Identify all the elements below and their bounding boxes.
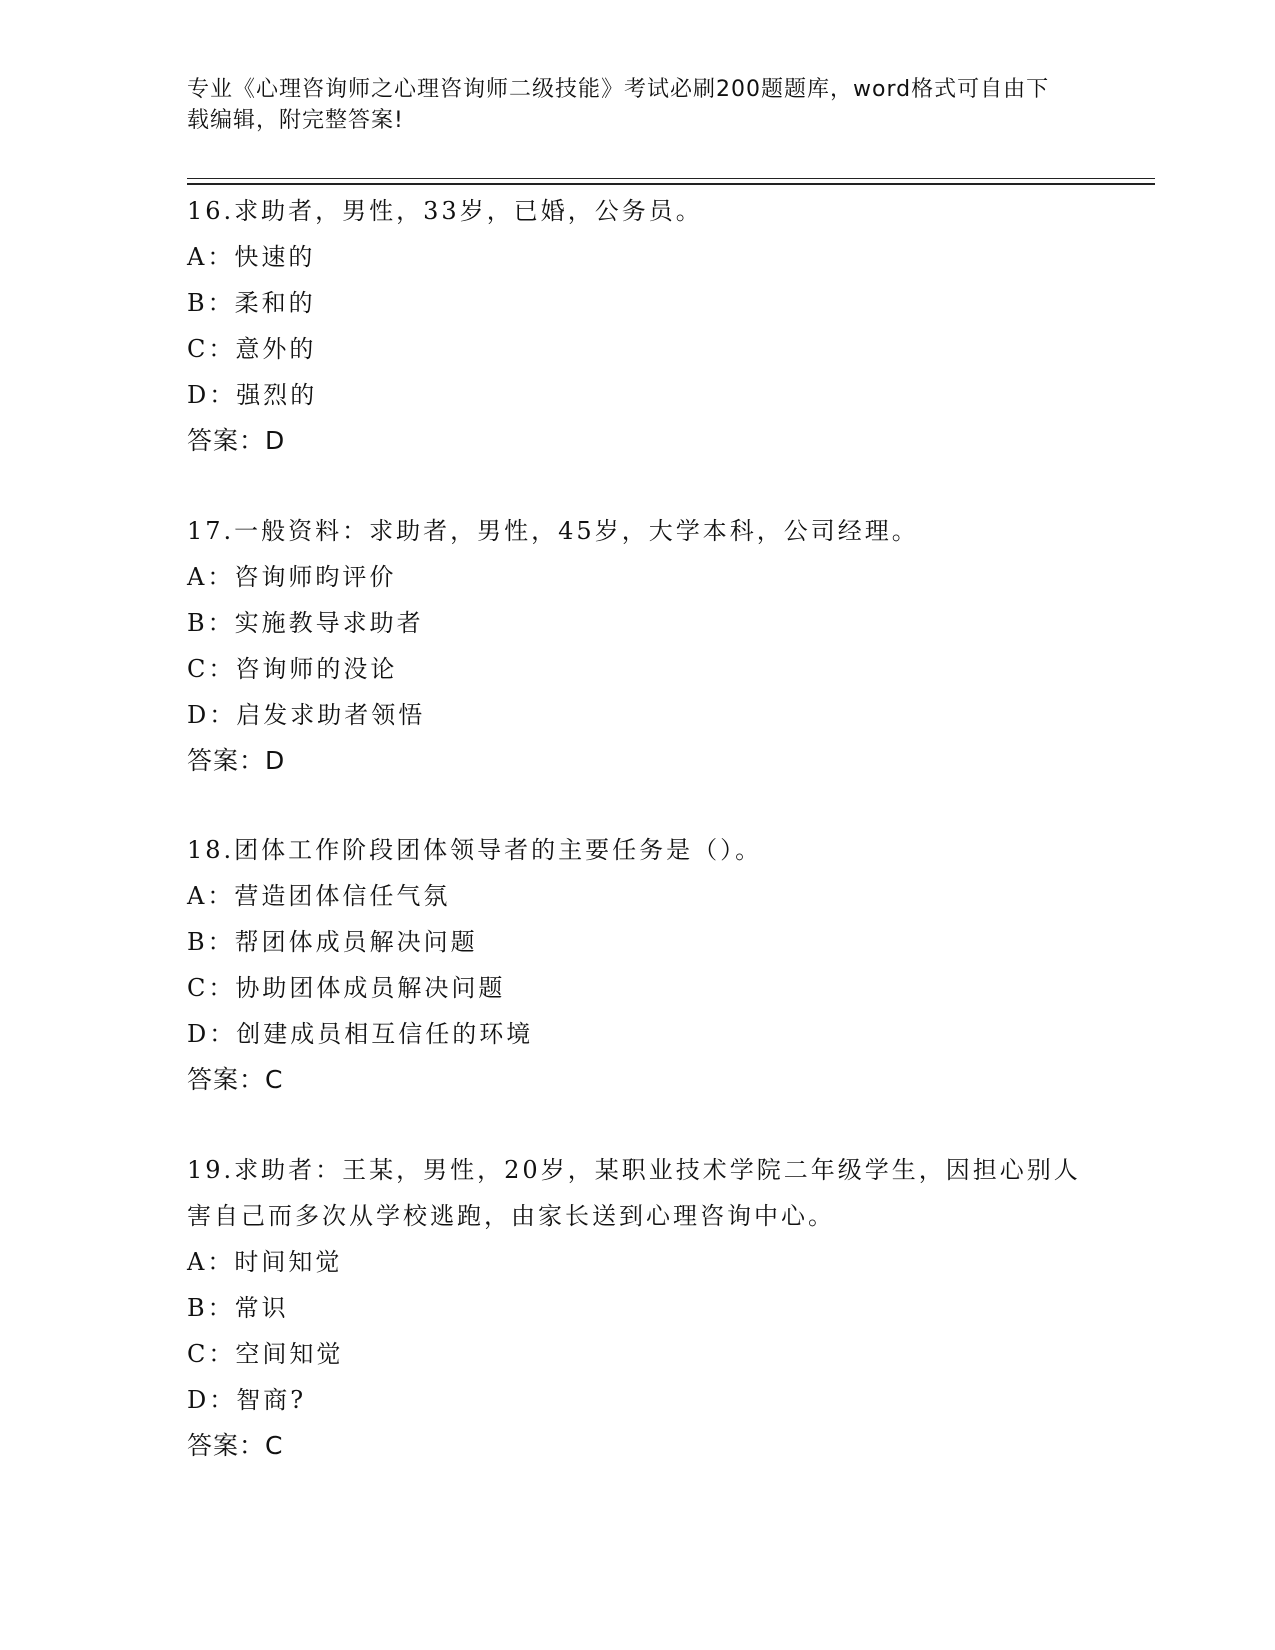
option-b: B：常识	[187, 1294, 289, 1322]
question-16	[187, 188, 1087, 464]
option-c: C：协助团体成员解决问题	[187, 974, 506, 1002]
question-stem: 16.求助者，男性，33岁，已婚，公务员。	[187, 197, 703, 225]
answer-line: 答案：C	[187, 1065, 284, 1094]
option-c: C：咨询师的没论	[187, 655, 398, 683]
document-header: 专业《心理咨询师之心理咨询师二级技能》考试必刷200题题库，word格式可自由下载编辑，附完整答案!	[187, 77, 1050, 133]
option-d: D：强烈的	[187, 381, 318, 409]
header-divider-thin	[187, 178, 1155, 179]
option-b: B：柔和的	[187, 289, 316, 317]
answer-line: 答案：D	[187, 426, 286, 455]
header-divider-thick	[187, 183, 1155, 185]
option-c: C：空间知觉	[187, 1340, 344, 1368]
question-stem: 17.一般资料：求助者，男性，45岁，大学本科，公司经理。	[187, 517, 919, 545]
answer-line: 答案：C	[187, 1431, 284, 1460]
question-19	[187, 1147, 1087, 1469]
option-a: A：咨询师昀评价	[187, 563, 397, 591]
option-a: A：营造团体信任气氛	[187, 882, 451, 910]
option-c: C：意外的	[187, 335, 317, 363]
option-b: B：实施教导求助者	[187, 609, 424, 637]
answer-line: 答案：D	[187, 746, 286, 775]
option-a: A：时间知觉	[187, 1248, 343, 1276]
question-stem: 18.团体工作阶段团体领导者的主要任务是（）。	[187, 836, 763, 864]
question-17	[187, 508, 1087, 784]
option-b: B：帮团体成员解决问题	[187, 928, 478, 956]
option-d: D：启发求助者领悟	[187, 701, 426, 729]
option-a: A：快速的	[187, 243, 316, 271]
question-stem: 19.求助者：王某，男性，20岁，某职业技术学院二年级学生，因担心别人害自己而多次从学校逃跑，由家长送到心理咨询中心。	[187, 1156, 1081, 1230]
question-18	[187, 827, 1087, 1103]
option-d: D：创建成员相互信任的环境	[187, 1020, 534, 1048]
option-d: D：智商?	[187, 1386, 307, 1414]
